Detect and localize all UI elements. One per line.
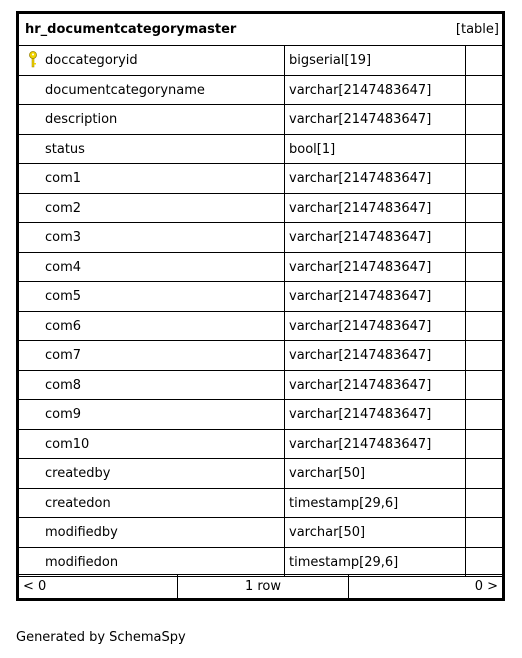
column-type: varchar[2147483647] [289, 171, 432, 186]
column-row [19, 430, 502, 460]
parents-count-cell [19, 575, 178, 599]
column-name: com7 [45, 348, 82, 363]
column-extra-cell [466, 164, 502, 193]
column-name-cell [19, 194, 285, 223]
column-extra-cell [466, 135, 502, 164]
column-name-cell [19, 46, 285, 75]
column-name: description [45, 112, 118, 127]
column-extra-cell [466, 253, 502, 282]
column-type-cell [285, 223, 466, 252]
column-extra-cell [466, 371, 502, 400]
column-row [19, 489, 502, 519]
column-type-cell [285, 253, 466, 282]
column-row [19, 371, 502, 401]
column-row [19, 400, 502, 430]
table-footer [19, 574, 502, 599]
column-name-cell [19, 282, 285, 311]
column-type: varchar[2147483647] [289, 289, 432, 304]
column-type-cell [285, 312, 466, 341]
table-box [16, 11, 505, 601]
column-row [19, 105, 502, 135]
column-row [19, 223, 502, 253]
column-type-cell [285, 105, 466, 134]
column-name-cell [19, 400, 285, 429]
column-name-cell [19, 105, 285, 134]
column-type-cell [285, 400, 466, 429]
column-list [19, 46, 502, 577]
column-type-cell [285, 194, 466, 223]
column-extra-cell [466, 194, 502, 223]
column-extra-cell [466, 282, 502, 311]
column-row [19, 518, 502, 548]
column-extra-cell [466, 548, 502, 577]
column-name: com4 [45, 259, 82, 275]
column-name: com5 [45, 289, 82, 304]
column-type: varchar[2147483647] [289, 318, 432, 334]
column-type: varchar[2147483647] [289, 348, 432, 363]
children-count-cell [349, 575, 502, 599]
column-type-cell [285, 282, 466, 311]
column-type: varchar[2147483647] [289, 230, 432, 245]
column-type-cell [285, 341, 466, 370]
column-name-cell [19, 489, 285, 518]
column-name: doccategoryid [45, 53, 138, 68]
column-row [19, 312, 502, 342]
column-type-cell [285, 371, 466, 400]
column-type: varchar[2147483647] [289, 407, 432, 422]
column-name: com6 [45, 318, 82, 334]
column-type: timestamp[29,6] [289, 554, 399, 570]
column-extra-cell [466, 312, 502, 341]
table-kind-tag: [table] [455, 22, 499, 37]
column-name-cell [19, 223, 285, 252]
column-type-cell [285, 164, 466, 193]
column-type-cell [285, 548, 466, 577]
column-row [19, 459, 502, 489]
column-type-cell [285, 76, 466, 105]
column-extra-cell [466, 46, 502, 75]
column-type: varchar[2147483647] [289, 82, 432, 98]
column-row [19, 46, 502, 76]
generated-by-text: Generated by SchemaSpy [16, 630, 186, 645]
column-row [19, 164, 502, 194]
column-extra-cell [466, 459, 502, 488]
column-name-cell [19, 135, 285, 164]
column-name: createdon [45, 495, 111, 511]
column-row [19, 194, 502, 224]
key-icon [28, 51, 38, 68]
column-name-cell [19, 548, 285, 577]
column-name: status [45, 141, 85, 157]
column-name: com1 [45, 171, 82, 186]
column-name: com10 [45, 436, 90, 452]
column-name: com9 [45, 407, 82, 422]
column-extra-cell [466, 341, 502, 370]
column-extra-cell [466, 518, 502, 547]
column-type-cell [285, 430, 466, 459]
column-name: modifiedby [45, 525, 118, 540]
column-name-cell [19, 430, 285, 459]
column-type: varchar[2147483647] [289, 259, 432, 275]
column-name-cell [19, 518, 285, 547]
column-name-cell [19, 76, 285, 105]
column-name: documentcategoryname [45, 82, 205, 98]
column-type-cell [285, 46, 466, 75]
column-row [19, 341, 502, 371]
column-type: bool[1] [289, 141, 336, 157]
children-count: 0 > [474, 579, 498, 594]
column-type-cell [285, 459, 466, 488]
column-row [19, 253, 502, 283]
column-name: com2 [45, 200, 82, 216]
column-type: timestamp[29,6] [289, 495, 399, 511]
column-extra-cell [466, 76, 502, 105]
column-name-cell [19, 341, 285, 370]
column-row [19, 282, 502, 312]
column-name: modifiedon [45, 554, 119, 570]
row-count: 1 row [244, 579, 282, 594]
column-name-cell [19, 312, 285, 341]
table-name: hr_documentcategorymaster [25, 22, 237, 37]
column-extra-cell [466, 105, 502, 134]
column-type: varchar[2147483647] [289, 200, 432, 216]
column-row [19, 548, 502, 578]
column-type: varchar[2147483647] [289, 377, 432, 393]
column-name: createdby [45, 466, 111, 481]
column-type: bigserial[19] [289, 53, 372, 68]
column-row [19, 135, 502, 165]
column-name: com3 [45, 230, 82, 245]
column-row [19, 76, 502, 106]
column-extra-cell [466, 400, 502, 429]
column-extra-cell [466, 430, 502, 459]
parents-count: < 0 [23, 579, 47, 594]
column-type-cell [285, 518, 466, 547]
column-type: varchar[2147483647] [289, 436, 432, 452]
column-type-cell [285, 135, 466, 164]
column-type: varchar[50] [289, 525, 366, 540]
column-type: varchar[2147483647] [289, 112, 432, 127]
column-type-cell [285, 489, 466, 518]
column-extra-cell [466, 489, 502, 518]
column-extra-cell [466, 223, 502, 252]
column-name-cell [19, 253, 285, 282]
column-name: com8 [45, 377, 82, 393]
column-type: varchar[50] [289, 466, 366, 481]
column-name-cell [19, 371, 285, 400]
column-name-cell [19, 164, 285, 193]
column-name-cell [19, 459, 285, 488]
row-count-cell [178, 575, 349, 599]
table-header [19, 14, 502, 46]
